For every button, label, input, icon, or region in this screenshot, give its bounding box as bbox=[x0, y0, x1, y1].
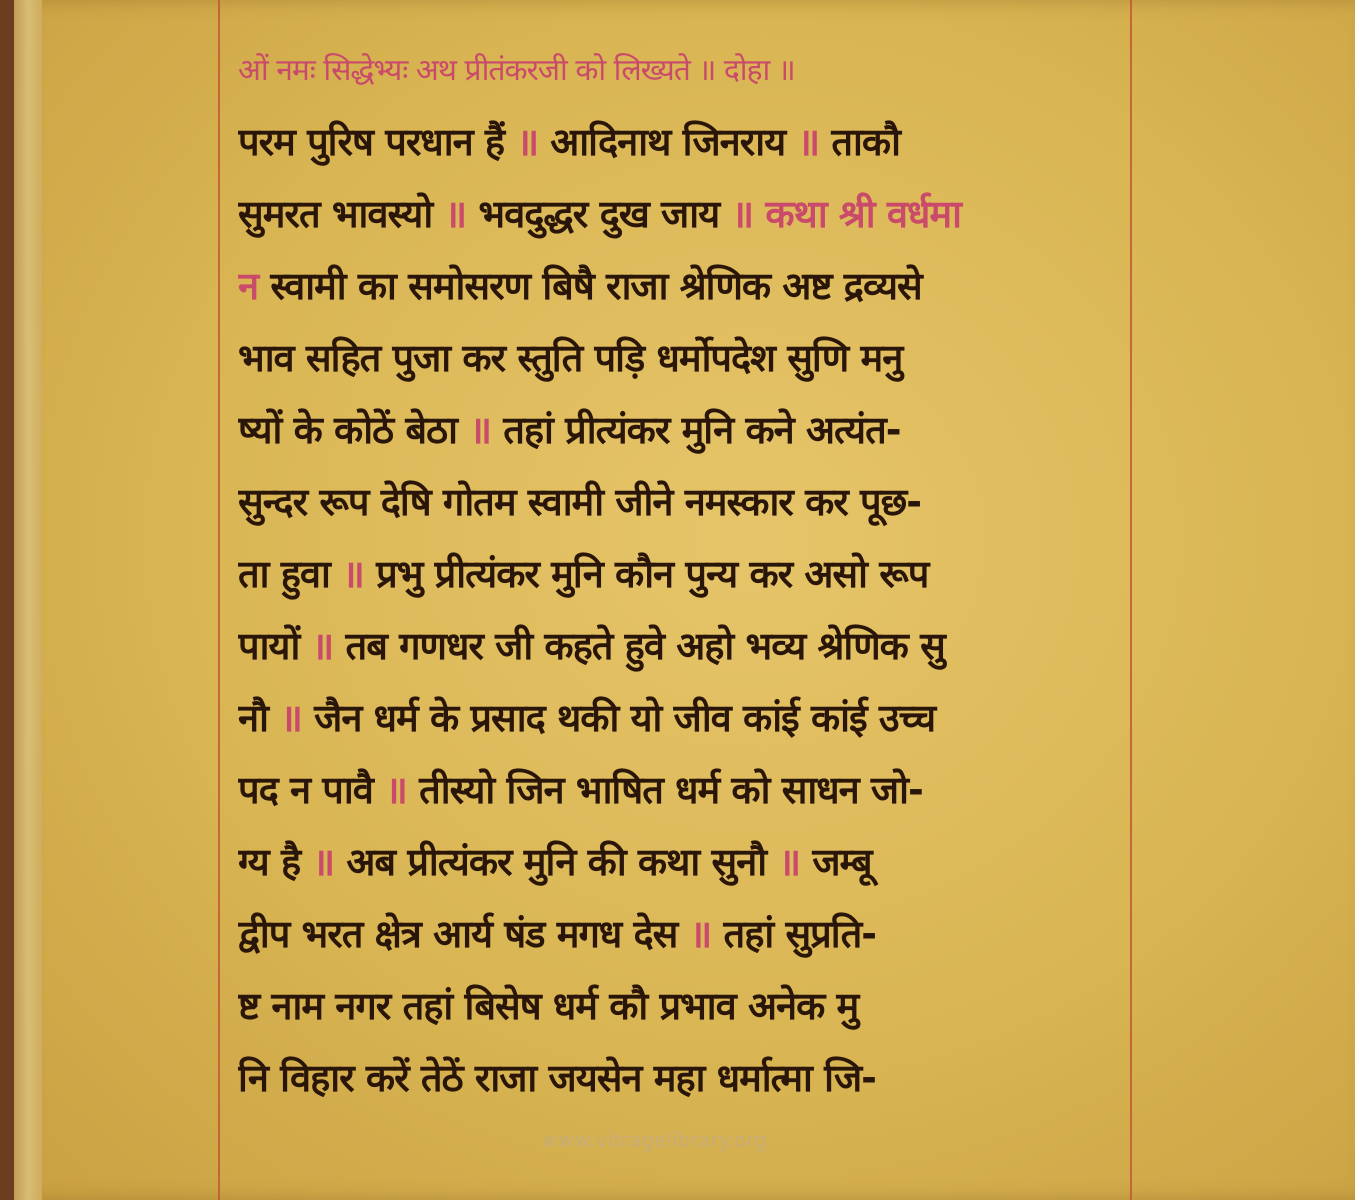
rubric-text: ॥ bbox=[311, 624, 334, 668]
line-text: ताकौ bbox=[819, 120, 900, 164]
rubric-text: ॥ bbox=[444, 192, 467, 236]
manuscript-line bbox=[238, 826, 1123, 898]
manuscript-line bbox=[238, 682, 1123, 754]
line-text: ग्य है bbox=[238, 840, 313, 884]
line-text: अब प्रीत्यंकर मुनि की कथा सुनौ bbox=[334, 840, 779, 884]
line-text: नि विहार करें तेठें राजा जयसेन महा धर्मात्मा जि- bbox=[238, 1056, 876, 1100]
manuscript-line bbox=[238, 970, 1123, 1042]
rubric-text: ॥ bbox=[385, 768, 407, 812]
manuscript-line bbox=[238, 466, 1123, 538]
line-text: पद न पावै bbox=[238, 768, 386, 812]
rubric-text: ॥ bbox=[797, 120, 820, 164]
line-text: तहां प्रीत्यंकर मुनि कने अत्यंत- bbox=[490, 408, 901, 452]
manuscript-line bbox=[238, 538, 1123, 610]
rubric-text: ॥ कथा श्री वर्धमा bbox=[731, 192, 961, 236]
line-text: भाव सहित पुजा कर स्तुति पड़ि धर्मोपदेश सुणि मनु bbox=[238, 336, 903, 380]
line-text: सुमरत भावस्यो bbox=[238, 192, 445, 236]
rubric-text: न bbox=[238, 264, 259, 308]
manuscript-line bbox=[238, 250, 1123, 322]
rubric-text: ॥ bbox=[312, 840, 335, 884]
page-edge bbox=[14, 0, 42, 1200]
right-margin-rule bbox=[1130, 0, 1132, 1200]
line-text: द्वीप भरत क्षेत्र आर्य षंड मगध देस bbox=[238, 912, 690, 956]
rubric-text: ॥ bbox=[516, 120, 539, 164]
line-text: तब गणधर जी कहते हुवे अहो भव्य श्रेणिक सु bbox=[333, 624, 945, 668]
rubric-text: ओं नमः सिद्धेभ्यः अथ प्रीतंकरजी को लिख्यते ॥ दोहा ॥ bbox=[238, 53, 795, 88]
line-text: जैन धर्म के प्रसाद थकी यो जीव कांई कांई उच्च bbox=[301, 696, 936, 740]
manuscript-line bbox=[238, 322, 1123, 394]
rubric-text: ॥ bbox=[689, 912, 712, 956]
manuscript-line bbox=[238, 106, 1123, 178]
manuscript-line bbox=[238, 36, 1123, 106]
manuscript-line bbox=[238, 898, 1123, 970]
manuscript-line bbox=[238, 754, 1123, 826]
line-text: तीस्यो जिन भाषित धर्म को साधन जो- bbox=[406, 768, 923, 812]
rubric-text: ॥ bbox=[280, 696, 302, 740]
line-text: स्वामी का समोसरण बिषै राजा श्रेणिक अष्ट द्रव्यसे bbox=[258, 264, 922, 308]
line-text: प्रभु प्रीत्यंकर मुनि कौन पुन्य कर असो रूप bbox=[363, 552, 929, 596]
line-text: नौ bbox=[238, 696, 281, 740]
rubric-text: ॥ bbox=[778, 840, 801, 884]
rubric-text: ॥ bbox=[342, 552, 364, 596]
line-text: परम पुरिष परधान हैं bbox=[238, 120, 517, 164]
watermark: www.vitragelibrary.org bbox=[542, 1128, 767, 1152]
line-text: जम्बू bbox=[800, 840, 872, 884]
line-text: आदिनाथ जिनराय bbox=[538, 120, 798, 164]
line-text: ष्ट नाम नगर तहां बिसेष धर्म कौ प्रभाव अनेक मु bbox=[238, 984, 859, 1028]
line-text: ता हुवा bbox=[238, 552, 343, 596]
line-text: पायों bbox=[238, 624, 312, 668]
manuscript-line bbox=[238, 394, 1123, 466]
manuscript-line bbox=[238, 610, 1123, 682]
rubric-text: ॥ bbox=[469, 408, 491, 452]
manuscript-line bbox=[238, 1042, 1123, 1114]
line-text: सुन्दर रूप देषि गोतम स्वामी जीने नमस्कार कर पूछ- bbox=[238, 480, 922, 524]
manuscript-text bbox=[238, 36, 1123, 1114]
line-text: भवदुद्धर दुख जाय bbox=[466, 192, 732, 236]
line-text: ष्यों के कोठें बेठा bbox=[238, 408, 470, 452]
left-margin-rule bbox=[218, 0, 220, 1200]
manuscript-line bbox=[238, 178, 1123, 250]
line-text: तहां सुप्रति- bbox=[711, 912, 877, 956]
